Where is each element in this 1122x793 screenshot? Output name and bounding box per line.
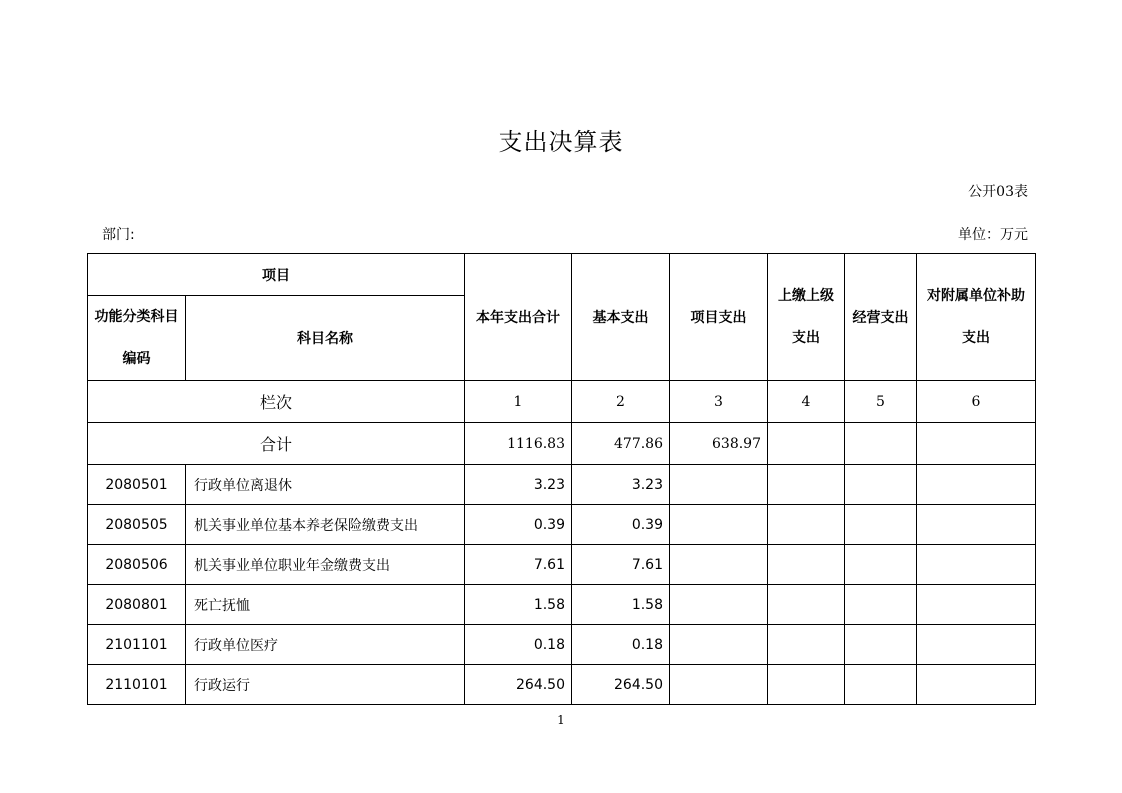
row-cell <box>845 465 917 505</box>
total-cell <box>917 423 1036 465</box>
table-row <box>88 665 1036 705</box>
row-cell <box>917 465 1036 505</box>
row-cell: 1.58 <box>465 585 572 625</box>
row-code: 2080505 <box>88 505 186 545</box>
header-business: 经营支出 <box>845 254 917 381</box>
unit-label: 单位：万元 <box>958 227 1028 243</box>
header-basic: 基本支出 <box>572 254 670 381</box>
row-name: 行政单位离退休 <box>186 465 465 505</box>
row-cell: 3.23 <box>572 465 670 505</box>
row-code: 2101101 <box>88 625 186 665</box>
row-code: 2110101 <box>88 665 186 705</box>
row-cell: 264.50 <box>465 665 572 705</box>
row-cell <box>670 585 768 625</box>
row-cell: 3.23 <box>465 465 572 505</box>
row-cell: 1.58 <box>572 585 670 625</box>
total-label: 合计 <box>88 423 465 465</box>
row-name: 机关事业单位职业年金缴费支出 <box>186 545 465 585</box>
total-cell: 477.86 <box>572 423 670 465</box>
row-cell <box>670 625 768 665</box>
row-cell <box>670 545 768 585</box>
row-cell <box>845 545 917 585</box>
row-cell: 0.39 <box>572 505 670 545</box>
row-cell <box>917 625 1036 665</box>
row-name: 机关事业单位基本养老保险缴费支出 <box>186 505 465 545</box>
row-cell: 0.39 <box>465 505 572 545</box>
row-name: 行政运行 <box>186 665 465 705</box>
row-cell <box>670 665 768 705</box>
header-function-code: 功能分类科目编码 <box>88 296 186 381</box>
row-cell <box>845 665 917 705</box>
row-cell: 264.50 <box>572 665 670 705</box>
column-index-cell: 4 <box>768 381 845 423</box>
page-number: 1 <box>557 713 565 727</box>
column-index-cell: 2 <box>572 381 670 423</box>
row-cell <box>768 545 845 585</box>
table-row <box>88 585 1036 625</box>
row-cell <box>768 585 845 625</box>
header-upper-line2: 支出 <box>792 330 820 346</box>
column-index-cell: 5 <box>845 381 917 423</box>
header-project: 项目 <box>88 254 465 296</box>
row-cell <box>845 505 917 545</box>
row-cell <box>768 665 845 705</box>
row-name: 行政单位医疗 <box>186 625 465 665</box>
column-index-row <box>88 381 1036 423</box>
column-index-cell: 3 <box>670 381 768 423</box>
table-row <box>88 505 1036 545</box>
row-code: 2080801 <box>88 585 186 625</box>
header-subject-name: 科目名称 <box>186 296 465 381</box>
total-cell: 1116.83 <box>465 423 572 465</box>
row-cell <box>917 665 1036 705</box>
row-cell <box>768 505 845 545</box>
row-code: 2080506 <box>88 545 186 585</box>
row-cell <box>917 505 1036 545</box>
header-subsidy-line1: 对附属单位补助 <box>927 288 1025 304</box>
total-cell: 638.97 <box>670 423 768 465</box>
total-row <box>88 423 1036 465</box>
table-row <box>88 545 1036 585</box>
column-index-cell: 6 <box>917 381 1036 423</box>
total-cell <box>845 423 917 465</box>
header-project-expenditure: 项目支出 <box>670 254 768 381</box>
table-row <box>88 625 1036 665</box>
column-index-cell: 1 <box>465 381 572 423</box>
row-cell <box>917 585 1036 625</box>
row-name: 死亡抚恤 <box>186 585 465 625</box>
form-number: 公开03表 <box>968 184 1028 200</box>
total-cell <box>768 423 845 465</box>
table-row <box>88 465 1036 505</box>
row-cell <box>917 545 1036 585</box>
expenditure-table <box>87 253 1036 705</box>
header-subsidy-line2: 支出 <box>962 330 990 346</box>
department-label: 部门: <box>102 227 135 243</box>
row-code: 2080501 <box>88 465 186 505</box>
header-upper-line1: 上缴上级 <box>778 288 834 304</box>
row-cell: 7.61 <box>572 545 670 585</box>
row-cell <box>768 465 845 505</box>
header-total: 本年支出合计 <box>465 254 572 381</box>
header-upper-payment <box>768 254 845 381</box>
header-subsidy <box>917 254 1036 381</box>
row-cell: 7.61 <box>465 545 572 585</box>
row-cell <box>845 625 917 665</box>
row-cell <box>768 625 845 665</box>
column-index-label: 栏次 <box>88 381 465 423</box>
row-cell <box>670 465 768 505</box>
row-cell: 0.18 <box>465 625 572 665</box>
page-title: 支出决算表 <box>498 128 624 156</box>
row-cell: 0.18 <box>572 625 670 665</box>
row-cell <box>670 505 768 545</box>
row-cell <box>845 585 917 625</box>
